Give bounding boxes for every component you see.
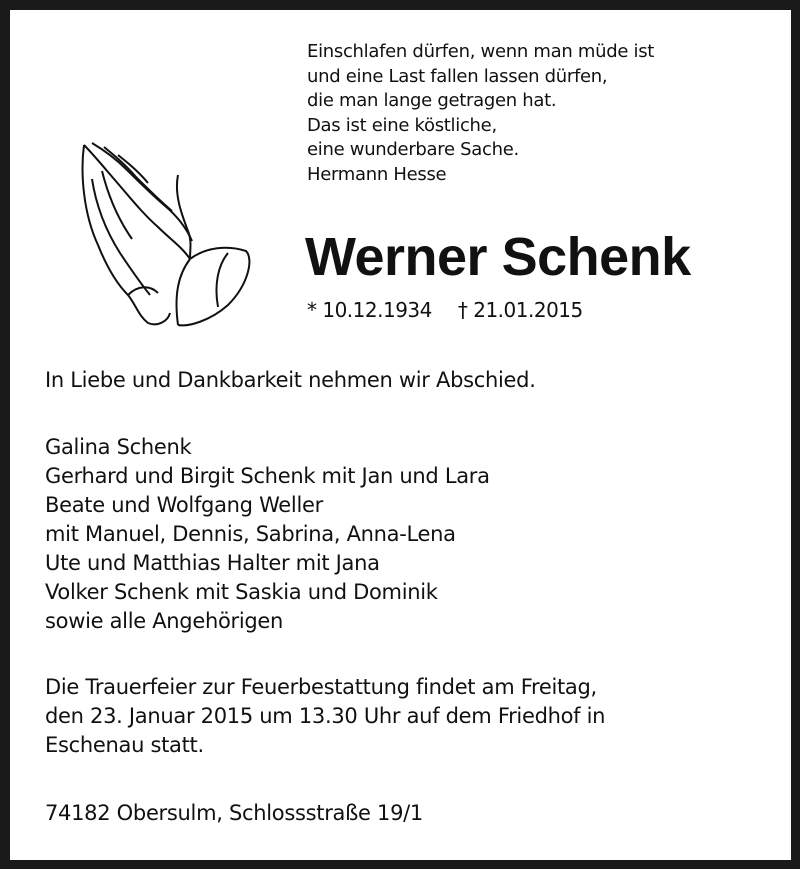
family-line: Gerhard und Birgit Schenk mit Jan und Lara [45, 464, 490, 488]
address [45, 799, 423, 828]
ceremony-line: Die Trauerfeier zur Feuerbestattung findet am Freitag, [45, 675, 597, 699]
birth-date: * 10.12.1934 [307, 298, 432, 322]
farewell-line: In Liebe und Dankbarkeit nehmen wir Abschied. [45, 368, 536, 392]
family-line: sowie alle Angehörigen [45, 609, 284, 633]
address-line: 74182 Obersulm, Schlossstraße 19/1 [45, 801, 423, 825]
family-list [45, 433, 490, 636]
ceremony-info [45, 673, 605, 760]
family-line: Volker Schenk mit Saskia und Dominik [45, 580, 438, 604]
family-line: Ute und Matthias Halter mit Jana [45, 551, 380, 575]
quote-line: eine wunderbare Sache. [307, 139, 519, 160]
quote-author: Hermann Hesse [307, 163, 447, 185]
family-line: Beate und Wolfgang Weller [45, 493, 323, 517]
farewell-text [45, 366, 536, 395]
quote-line: und eine Last fallen lassen dürfen, [307, 65, 608, 87]
deceased-name: Werner Schenk [305, 227, 691, 287]
quote [307, 40, 654, 187]
ceremony-line: den 23. Januar 2015 um 13.30 Uhr auf dem Friedhof in [45, 704, 606, 728]
quote-line: Einschlafen dürfen, wenn man müde ist [307, 41, 655, 62]
death-date: † 21.01.2015 [457, 298, 583, 322]
praying-hands-icon [78, 135, 258, 330]
quote-line: die man lange getragen hat. [307, 90, 557, 111]
quote-line: Das ist eine köstliche, [307, 114, 497, 136]
family-line: Galina Schenk [45, 435, 192, 459]
life-dates [307, 298, 609, 322]
family-line: mit Manuel, Dennis, Sabrina, Anna-Lena [45, 522, 456, 546]
ceremony-line: Eschenau statt. [45, 733, 204, 757]
